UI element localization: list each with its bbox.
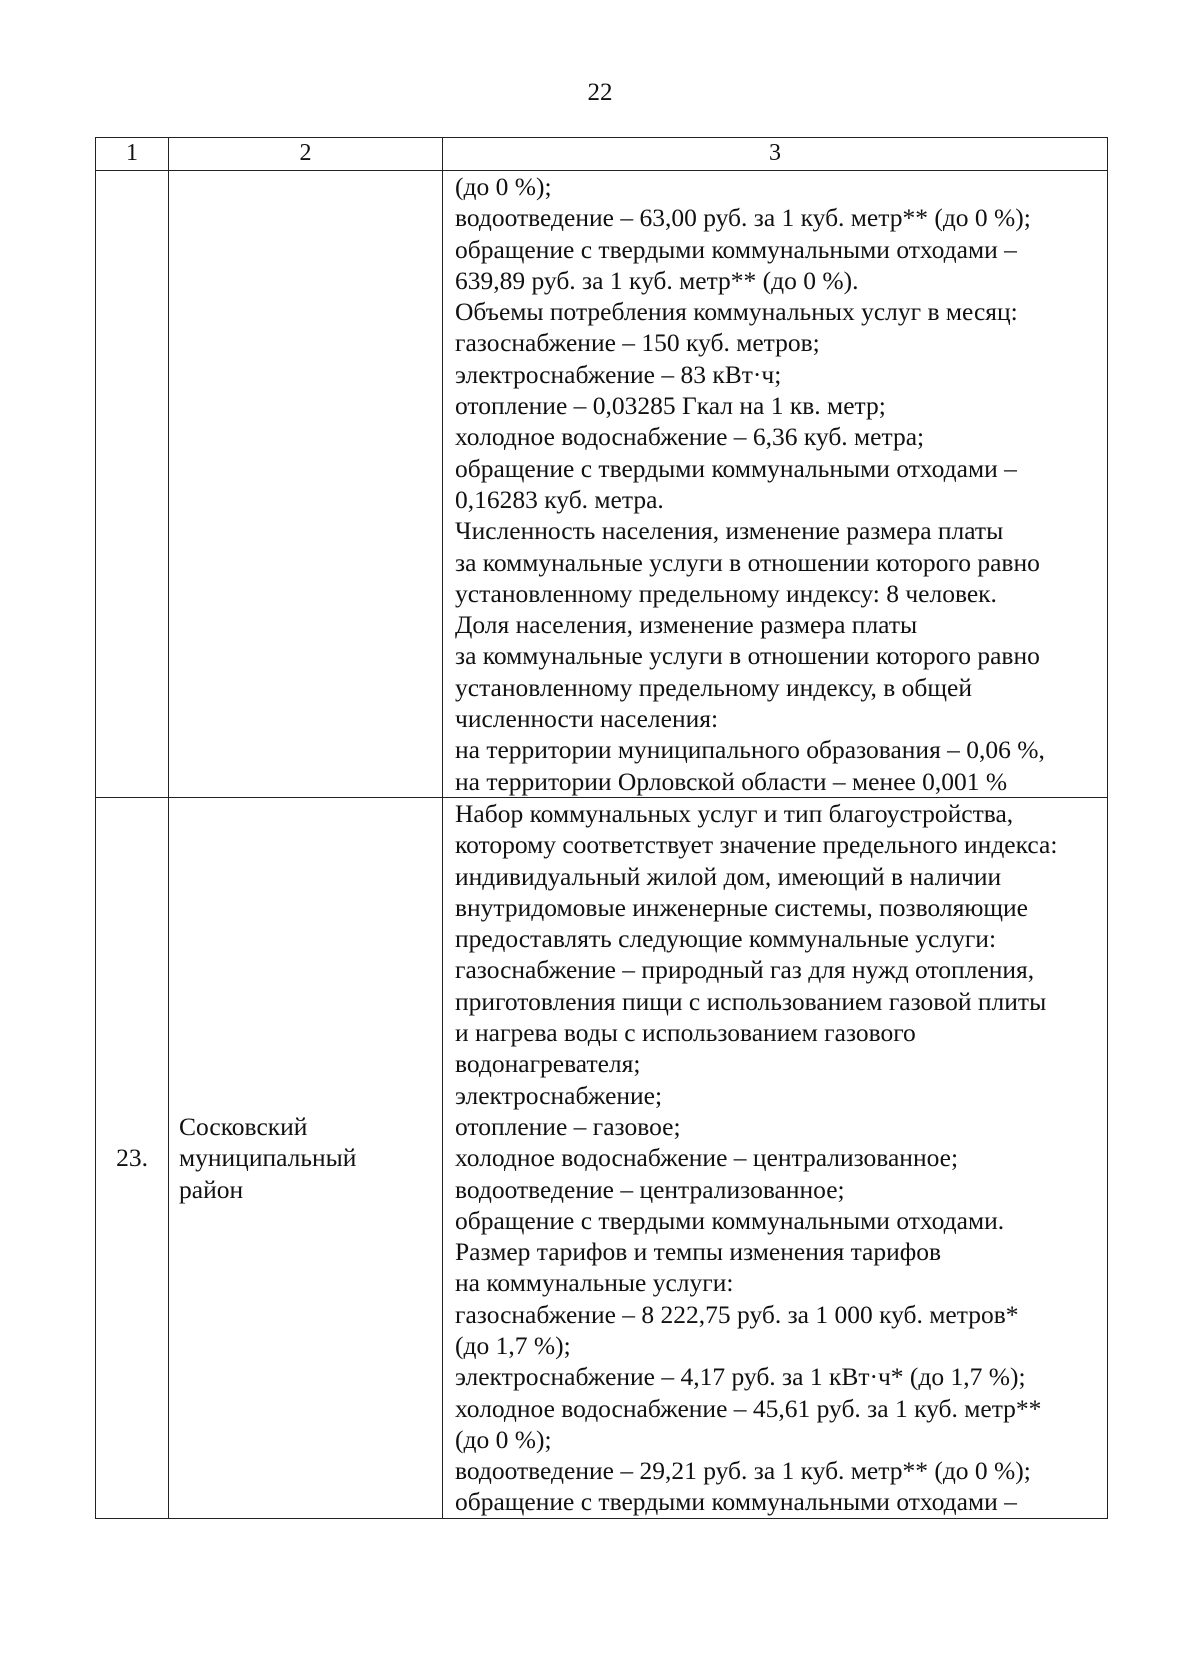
text-line: отопление – газовое;	[455, 1111, 681, 1141]
text-line: обращение с твердыми коммунальными отходами –	[455, 1487, 1017, 1517]
text-line: предоставлять следующие коммунальные услуги:	[455, 924, 997, 954]
district-name-line: муниципальный	[179, 1143, 357, 1173]
text-line: и нагрева воды с использованием газового	[455, 1018, 916, 1048]
table-row	[96, 797, 1108, 1518]
tariff-table	[95, 137, 1108, 1519]
text-line: газоснабжение – 8 222,75 руб. за 1 000 куб. метров*	[455, 1299, 1019, 1329]
text-line: на коммунальные услуги:	[455, 1268, 734, 1298]
text-line: которому соответствует значение предельного индекса:	[455, 830, 1058, 860]
text-line: за коммунальные услуги в отношении которого равно	[455, 547, 1040, 577]
text-line: холодное водоснабжение – 45,61 руб. за 1 куб. метр**	[455, 1393, 1042, 1423]
text-line: 639,89 руб. за 1 куб. метр** (до 0 %).	[455, 265, 859, 295]
text-line: электроснабжение – 83 кВт·ч;	[455, 359, 782, 389]
text-line: (до 0 %);	[455, 172, 552, 201]
text-line: водонагревателя;	[455, 1049, 641, 1079]
header-cell-3: 3	[443, 138, 1108, 171]
text-line: на территории Орловской области – менее 0,001 %	[455, 766, 1008, 796]
text-line: водоотведение – централизованное;	[455, 1174, 845, 1204]
district-name-cell	[169, 797, 443, 1518]
text-line: отопление – 0,03285 Гкал на 1 кв. метр;	[455, 391, 886, 421]
text-line: (до 0 %);	[455, 1424, 552, 1454]
description-cell	[443, 171, 1108, 798]
table-header-row	[96, 138, 1108, 171]
text-line: газоснабжение – природный газ для нужд отопления,	[455, 955, 1035, 985]
district-name-line: район	[179, 1174, 244, 1204]
header-cell-1: 1	[96, 138, 169, 171]
table-row	[96, 171, 1108, 798]
text-line: обращение с твердыми коммунальными отходами –	[455, 234, 1017, 264]
text-line: за коммунальные услуги в отношении которого равно	[455, 641, 1040, 671]
text-line: электроснабжение – 4,17 руб. за 1 кВт·ч* (до 1,7 %);	[455, 1362, 1026, 1392]
header-cell-2: 2	[169, 138, 443, 171]
text-line: обращение с твердыми коммунальными отходами –	[455, 453, 1017, 483]
text-line: обращение с твердыми коммунальными отходами.	[455, 1205, 1005, 1235]
text-line: холодное водоснабжение – централизованное;	[455, 1143, 959, 1173]
text-line: водоотведение – 63,00 руб. за 1 куб. метр** (до 0 %);	[455, 203, 1031, 233]
text-line: Набор коммунальных услуг и тип благоустройства,	[455, 798, 1014, 828]
text-line: Численность населения, изменение размера платы	[455, 516, 1004, 546]
text-line: Размер тарифов и темпы изменения тарифов	[455, 1237, 942, 1267]
text-line: (до 1,7 %);	[455, 1330, 571, 1360]
text-line: холодное водоснабжение – 6,36 куб. метра;	[455, 422, 925, 452]
row-number-cell	[96, 171, 169, 798]
district-name-cell	[169, 171, 443, 798]
text-line: установленному предельному индексу, в общей	[455, 672, 973, 702]
text-line: электроснабжение;	[455, 1080, 663, 1110]
text-line: на территории муниципального образования – 0,06 %,	[455, 735, 1045, 765]
text-line: водоотведение – 29,21 руб. за 1 куб. метр** (до 0 %);	[455, 1456, 1031, 1486]
text-line: 0,16283 куб. метра.	[455, 484, 664, 514]
row-number-cell: 23.	[96, 797, 169, 1518]
description-cell	[443, 797, 1108, 1518]
text-line: Доля населения, изменение размера платы	[455, 610, 918, 640]
text-line: внутридомовые инженерные системы, позволяющие	[455, 892, 1028, 922]
text-line: газоснабжение – 150 куб. метров;	[455, 328, 820, 358]
district-name-line: Сосковский	[179, 1111, 308, 1141]
text-line: численности населения:	[455, 704, 719, 734]
text-line: индивидуальный жилой дом, имеющий в наличии	[455, 861, 1002, 891]
text-line: Объемы потребления коммунальных услуг в месяц:	[455, 297, 1018, 327]
text-line: установленному предельному индексу: 8 человек.	[455, 578, 997, 608]
page-number: 22	[587, 79, 613, 106]
text-line: приготовления пищи с использованием газовой плиты	[455, 986, 1047, 1016]
